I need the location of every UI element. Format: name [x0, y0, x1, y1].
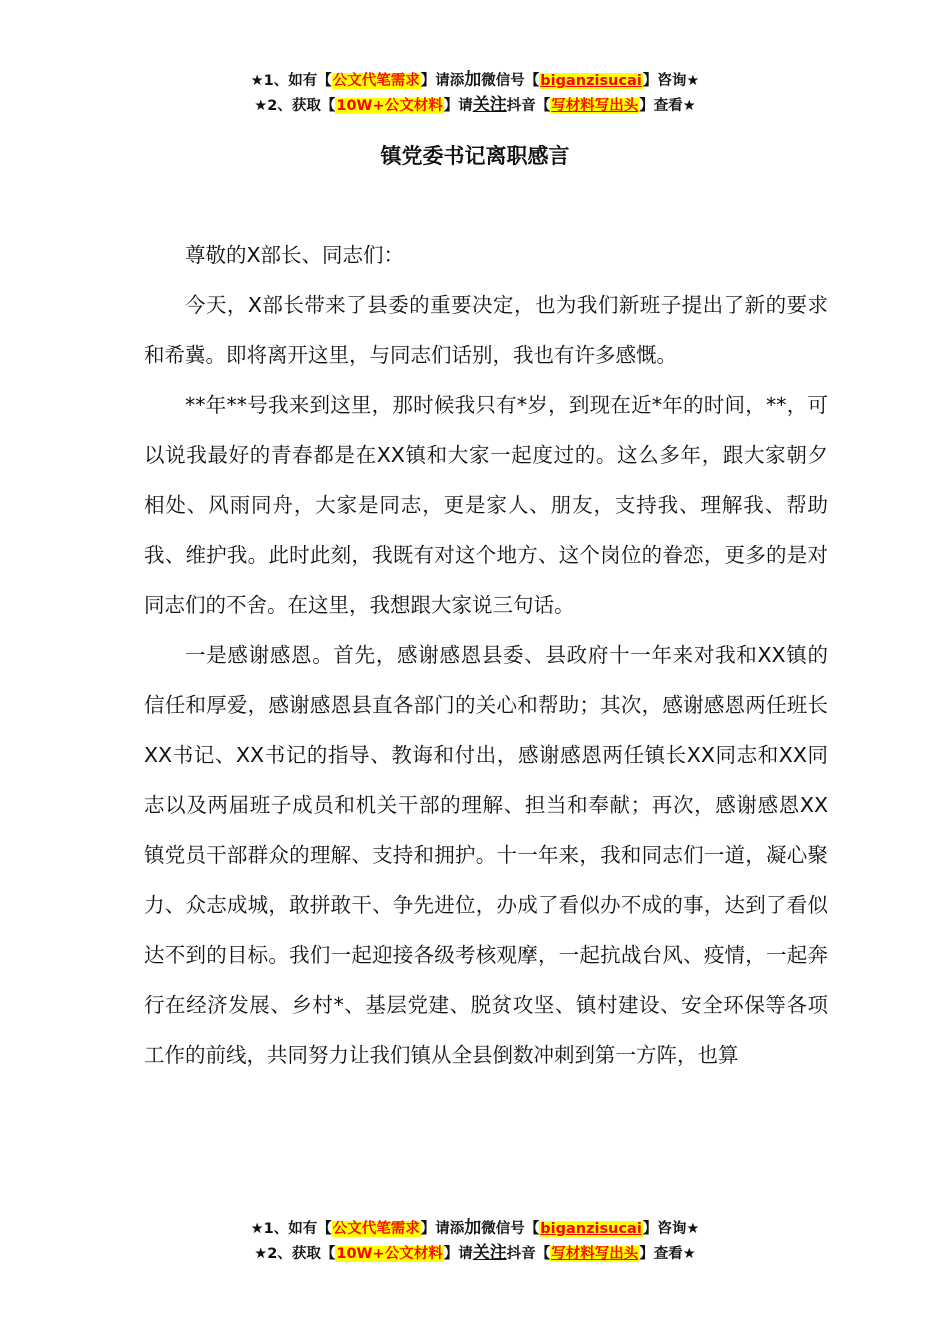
header-banner	[0, 68, 950, 118]
paragraph: 一是感谢感恩。首先，感谢感恩县委、县政府十一年来对我和XX镇的信任和厚爱，感谢感恩县直各部门的关心和帮助；其次，感谢感恩两任班长XX书记、XX书记的指导、教诲和付出，感谢感恩两任镇长XX同志和XX同志以及两届班子成员和机关干部的理解、担当和奉献；再次，感谢感恩XX镇党员干部群众的理解、支持和拥护。十一年来，我和同志们一道，凝心聚力、众志成城，敢拼敢干、争先进位，办成了看似办不成的事，达到了看似达不到的目标。我们一起迎接各级考核观摩，一起抗战台风、疫情，一起奔行在经济发展、乡村*、基层党建、脱贫攻坚、镇村建设、安全环保等各项工作的前线，共同努力让我们镇从全县倒数冲刺到第一方阵，也算	[144, 643, 828, 1067]
highlight-materials: 10W+公文材料	[336, 98, 443, 114]
banner-text: 关注	[472, 95, 507, 115]
banner-text: 】查看★	[639, 98, 696, 114]
banner-text: 微信号【	[481, 73, 540, 89]
document-title: 镇党委书记离职感言	[380, 144, 570, 168]
banner-line-1	[0, 1216, 950, 1241]
banner-text: ★1、如有【	[250, 1221, 332, 1237]
document-body	[144, 230, 828, 1080]
banner-text: 】请	[443, 98, 473, 114]
highlight-douyin-name: 写材料写出头	[551, 98, 639, 114]
banner-text: ★2、获取【	[254, 98, 336, 114]
banner-text: 关注	[472, 1243, 507, 1263]
banner-line-2	[0, 1241, 950, 1266]
highlight-service: 公文代笔需求	[332, 73, 420, 89]
highlight-service: 公文代笔需求	[332, 1221, 420, 1237]
paragraph: **年**号我来到这里，那时候我只有*岁，到现在近*年的时间，**，可以说我最好的青春都是在XX镇和大家一起度过的。这么多年，跟大家朝夕相处、风雨同舟，大家是同志，更是家人、朋友，支持我、理解我、帮助我、维护我。此时此刻，我既有对这个地方、这个岗位的眷恋，更多的是对同志们的不舍。在这里，我想跟大家说三句话。	[144, 393, 828, 617]
banner-text: 微信号【	[481, 1221, 540, 1237]
highlight-douyin-name: 写材料写出头	[551, 1246, 639, 1262]
banner-text: 】请添	[420, 73, 465, 89]
banner-text: 抖音【	[506, 98, 551, 114]
banner-text: 加	[464, 1218, 482, 1238]
banner-line-2	[0, 93, 950, 118]
highlight-materials: 10W+公文材料	[336, 1246, 443, 1262]
banner-text: 】请	[443, 1246, 473, 1262]
highlight-wechat-id: biganzisucai	[540, 1221, 642, 1237]
banner-text: 】查看★	[639, 1246, 696, 1262]
banner-text: 抖音【	[506, 1246, 551, 1262]
banner-text: 】咨询★	[642, 1221, 700, 1237]
banner-text: ★1、如有【	[250, 73, 332, 89]
paragraph: 今天，X部长带来了县委的重要决定，也为我们新班子提出了新的要求和希冀。即将离开这里，与同志们话别，我也有许多感慨。	[144, 293, 828, 367]
footer-banner	[0, 1216, 950, 1266]
banner-text: ★2、获取【	[254, 1246, 336, 1262]
highlight-wechat-id: biganzisucai	[540, 73, 642, 89]
banner-line-1	[0, 68, 950, 93]
banner-text: 加	[464, 70, 482, 90]
banner-text: 】请添	[420, 1221, 465, 1237]
banner-text: 】咨询★	[642, 73, 700, 89]
salutation: 尊敬的X部长、同志们：	[185, 243, 405, 267]
